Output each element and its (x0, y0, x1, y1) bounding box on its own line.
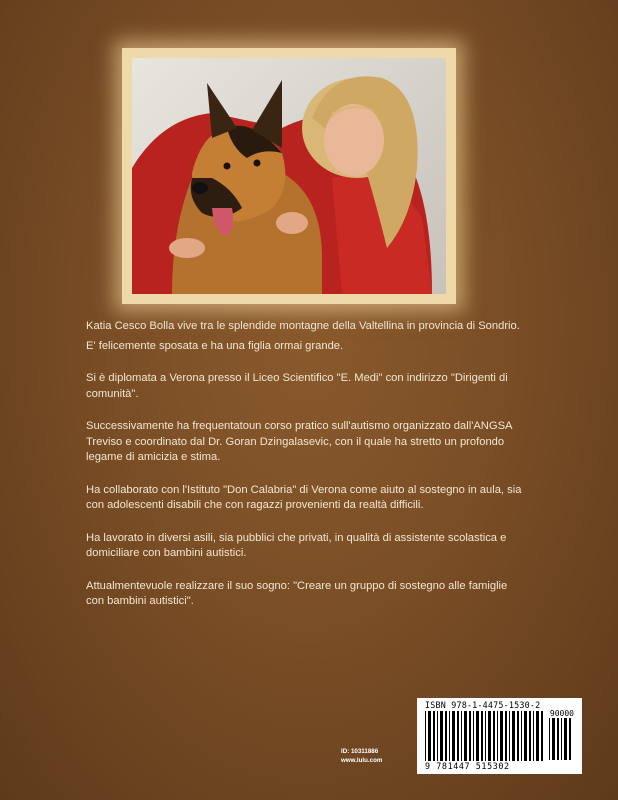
bio-paragraph (86, 531, 526, 562)
bio-paragraph (86, 371, 526, 402)
bio-paragraph (86, 339, 526, 355)
bio-text: Si è diplomata a Verona presso il Liceo Scientifico "E. Medi" con indirizzo "Dirigenti di comunità". (86, 372, 508, 400)
bio-text: Successivamente ha frequentatoun corso pratico sull'autismo organizzato dall'ANGSA Treviso e coordinato dal Dr. Goran Dzingalasevic, con il quale ha stretto un profondo legame di amicizia e stima. (86, 420, 512, 463)
bio-text: Ha lavorato in diversi asili, sia pubblici che privati, in qualità di assistente scolastica e domiciliare con bambini autistici. (86, 531, 507, 559)
barcode-addon-bars (549, 718, 575, 760)
isbn-barcode (417, 698, 582, 774)
bio-text: Ha collaborato con l'Istituto "Don Calabria" di Verona come aiuto al sostegno in aula, sia con adolescenti disabili che con ragazzi provenienti da realtà difficili. (86, 483, 522, 511)
bio-text: Katia Cesco Bolla vive tra le splendide montagne della Valtellina in provincia di Sondrio. (86, 320, 520, 332)
isbn-label: ISBN 978-1-4475-1530-2 (425, 700, 541, 710)
bio-paragraph (86, 419, 526, 466)
author-photo-frame (122, 48, 456, 304)
bio-text: E' felicemente sposata e ha una figlia ormai grande. (86, 339, 344, 352)
publisher-info (341, 747, 382, 765)
publisher-site: www.lulu.com (341, 757, 383, 764)
bio-paragraph (86, 319, 526, 335)
bio-paragraph (86, 483, 526, 514)
publisher-id: ID: 10311886 (341, 748, 379, 755)
bio-text: Attualmentevuole realizzare il suo sogno: "Creare un gruppo di sostegno alle famiglie con bambini autistici". (86, 579, 508, 607)
barcode-bars (425, 711, 545, 761)
price-code: 90000 (549, 709, 574, 718)
author-bio (86, 319, 526, 627)
barcode-digits: 9 781447 515302 (425, 761, 510, 771)
bio-paragraph (86, 579, 526, 610)
author-photo (132, 58, 446, 294)
